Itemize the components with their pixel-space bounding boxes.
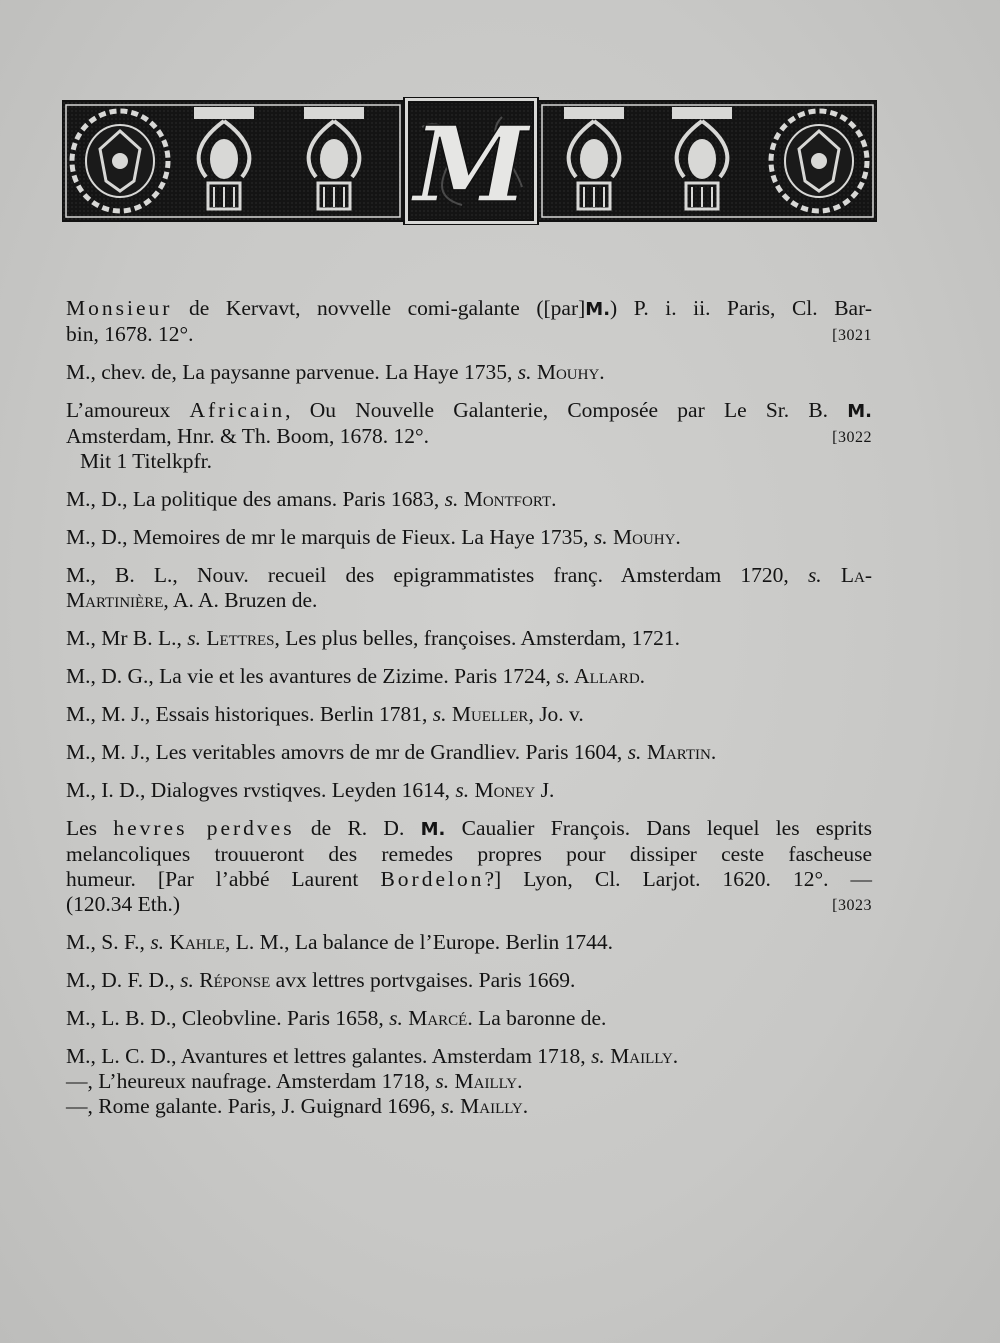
bold-author: M. (847, 401, 872, 422)
entry-text: M., D., La politique des amans. Paris 1683, (66, 487, 445, 511)
entry-line: bin, 1678. 12°. (66, 322, 194, 346)
entry-text: , Ou Nouvelle Galanterie, Composée par Le Sr. B. (285, 398, 848, 422)
wreath-medallion-icon (72, 111, 168, 211)
list-item (66, 626, 872, 651)
cross-reference: Martin. (641, 740, 717, 764)
entry-text: , A. A. Bruzen de. (163, 588, 318, 612)
list-item (66, 1094, 872, 1119)
see-abbrev: s. (150, 930, 165, 954)
catalog-number: [3023 (832, 897, 872, 914)
spaced-title: Monsieur (66, 296, 173, 320)
cross-reference: Martinière (66, 588, 164, 612)
cross-reference: Mailly. (454, 1094, 529, 1118)
entry-text: , Jo. v. (528, 702, 584, 726)
catalog-number: [3022 (832, 429, 872, 446)
entry-text: M., B. L., Nouv. recueil des epigrammatistes franç. Amsterdam 1720, (66, 563, 808, 587)
bold-author: M. (585, 299, 611, 320)
entry-text: M., I. D., Dialogves rvstiqves. Leyden 1614, (66, 778, 456, 802)
list-item (66, 398, 872, 474)
entry-text: M., M. J., Les veritables amovrs de mr de Grandliev. Paris 1604, (66, 740, 628, 764)
entry-text: —, Rome galante. Paris, J. Guignard 1696, (66, 1094, 442, 1118)
entry-line: melancoliques trouueront des remedes propres pour dissiper ceste fascheuse (66, 842, 872, 866)
entry-text: de Kervavt, novvelle comi-galante ([par] (172, 296, 586, 320)
list-item (66, 296, 872, 347)
cross-reference: Kahle (164, 930, 225, 954)
list-item (66, 487, 872, 512)
see-abbrev: s. (432, 702, 447, 726)
entry-line: (120.34 Eth.) (66, 892, 181, 916)
wreath-medallion-icon (771, 111, 867, 211)
entry-text: M., L. B. D., Cleobvline. Paris 1658, (66, 1006, 390, 1030)
see-abbrev: s. (441, 1094, 455, 1118)
cross-reference: Mailly. (604, 1044, 679, 1068)
see-abbrev: s. (593, 525, 608, 549)
entry-text: —, L’heureux naufrage. Amsterdam 1718, (66, 1069, 436, 1093)
list-item (66, 563, 872, 613)
entry-text: de R. D. (294, 816, 421, 840)
list-item (66, 664, 872, 689)
entry-text: Les (66, 816, 114, 840)
catalog-number: [3021 (832, 327, 872, 344)
cross-reference: Allard. (569, 664, 646, 688)
initial-letter-m: M (413, 103, 529, 225)
entry-text: J. (535, 778, 555, 802)
entry-text: Caualier François. Dans lequel les esprits (445, 816, 872, 840)
bibliography-entries (66, 296, 872, 1119)
entry-text: M., D. G., La vie et les avantures de Zizime. Paris 1724, (66, 664, 557, 688)
see-abbrev: s. (444, 487, 459, 511)
cross-reference: Mailly. (449, 1069, 523, 1093)
cross-reference: Mouhy. (531, 360, 605, 384)
see-abbrev: s. (556, 664, 570, 688)
entry-text: M., S. F., (66, 930, 151, 954)
entry-text: M., D., Memoires de mr le marquis de Fieux. La Haye 1735, (66, 525, 594, 549)
see-abbrev: s. (517, 360, 532, 384)
list-item (66, 525, 872, 550)
entry-text: M., chev. de, La paysanne parvenue. La Haye 1735, (66, 360, 518, 384)
list-item (66, 740, 872, 765)
see-abbrev: s. (591, 1044, 605, 1068)
see-abbrev: s. (180, 968, 194, 992)
see-abbrev: s. (389, 1006, 403, 1030)
entry-line (66, 296, 872, 322)
entry-text: avx lettres portvgaises. Paris 1669. (270, 968, 576, 992)
list-item (66, 360, 872, 385)
list-item (66, 1044, 872, 1069)
entry-text: humeur. [Par l’abbé Laurent (66, 867, 381, 891)
ornamental-header-banner (62, 97, 877, 225)
entry-text: ?] Lyon, Cl. Larjot. 1620. 12°. — (484, 867, 872, 891)
cross-reference: Montfort. (458, 487, 557, 511)
entry-note: Mit 1 Titelkpfr. (80, 449, 213, 473)
see-abbrev: s. (807, 563, 822, 587)
list-item (66, 1006, 872, 1031)
cross-reference: Money (469, 778, 536, 802)
list-item (66, 930, 872, 955)
entry-text: M., D. F. D., (66, 968, 181, 992)
entry-text: L’amoureux (66, 398, 190, 422)
cross-reference: Mouhy. (607, 525, 681, 549)
entry-text: , L. M., La balance de l’Europe. Berlin 1744. (224, 930, 614, 954)
spaced-title: Africain (189, 398, 286, 422)
list-item (66, 778, 872, 803)
list-item (66, 968, 872, 993)
entry-text: M., L. C. D., Avantures et lettres galantes. Amsterdam 1718, (66, 1044, 592, 1068)
cross-reference: Mueller (446, 702, 529, 726)
list-item (66, 816, 872, 917)
see-abbrev: s. (627, 740, 642, 764)
see-abbrev: s. (455, 778, 470, 802)
entry-text: . La baronne de. (467, 1006, 607, 1030)
cross-reference: Réponse (193, 968, 271, 992)
entry-text: ) P. i. ii. Paris, Cl. Bar- (610, 296, 872, 320)
entry-line (66, 398, 872, 424)
cross-reference: Lettres (201, 626, 275, 650)
see-abbrev: s. (435, 1069, 450, 1093)
entry-line: Amsterdam, Hnr. & Th. Boom, 1678. 12°. (66, 424, 429, 448)
entry-text: M., Mr B. L., (66, 626, 188, 650)
spaced-title: hevres perdves (113, 816, 295, 840)
see-abbrev: s. (187, 626, 201, 650)
cross-reference: La- (821, 563, 872, 587)
list-item (66, 702, 872, 727)
bold-author: M. (420, 819, 446, 840)
spaced-author: Bordelon (380, 867, 485, 891)
cross-reference: Marcé (402, 1006, 468, 1030)
entry-text: , Les plus belles, françoises. Amsterdam, 1721. (274, 626, 680, 650)
entry-text: M., M. J., Essais historiques. Berlin 1781, (66, 702, 433, 726)
list-item (66, 1069, 872, 1094)
